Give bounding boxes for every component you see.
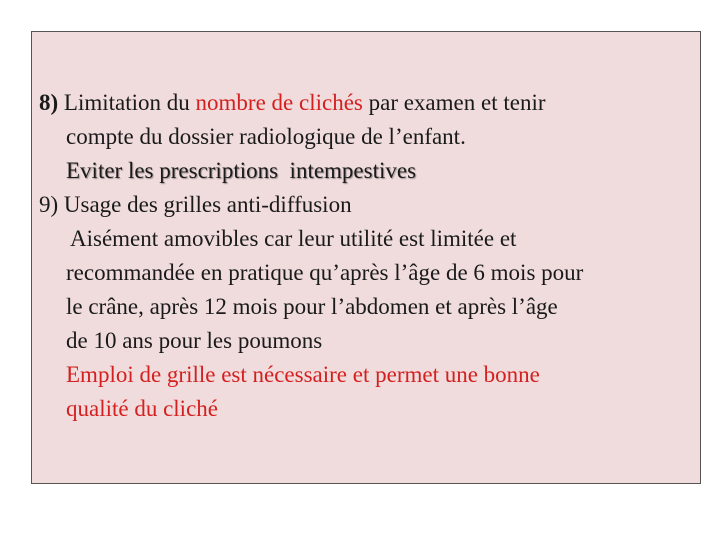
item-9-detail-line-3: le crâne, après 12 mois pour l’abdomen et après l’âge [66,294,558,319]
item-8-number: 8) [39,90,59,115]
item-9-conclusion-line-2: qualité du cliché [66,396,218,421]
item-8-line-2: compte du dossier radiologique de l’enfant. [66,124,466,149]
item-8-highlight: nombre de clichés [195,90,363,115]
item-9-detail-line-4: de 10 ans pour les poumons [66,328,323,353]
item-9-conclusion-line-1: Emploi de grille est nécessaire et permet une bonne [66,362,540,387]
item-8-line-3: Eviter les prescriptions intempestives [66,158,417,183]
slide-text [39,86,699,426]
item-8-line-1 [39,86,699,120]
item-9-detail-line-1: Aisément amovibles car leur utilité est limitée et [70,226,517,251]
slide-panel [31,31,701,484]
item-9-detail-line-2: recommandée en pratique qu’après l’âge de 6 mois pour [66,260,584,285]
item-9-title: 9) Usage des grilles anti-diffusion [39,192,352,217]
item-8-text-pre: Limitation du [58,90,196,115]
item-8-text-post: par examen et tenir [362,90,546,115]
